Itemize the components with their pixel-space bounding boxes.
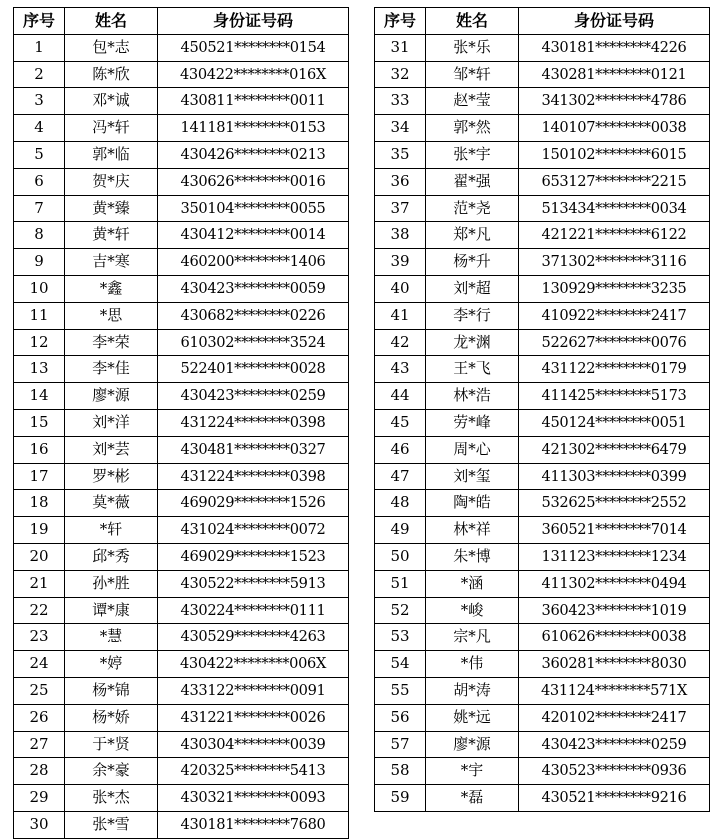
id-number-cell: 430412********0014 — [158, 222, 349, 249]
id-number-cell: 420325********5413 — [158, 758, 349, 785]
table-row — [375, 436, 710, 463]
id-number-cell: 522627********0076 — [519, 329, 710, 356]
table-row — [375, 195, 710, 222]
name-cell: 陶*皓 — [426, 490, 519, 517]
serial-number-cell: 17 — [14, 463, 65, 490]
name-cell: 龙*渊 — [426, 329, 519, 356]
name-cell: 莫*薇 — [65, 490, 158, 517]
name-cell: 贺*庆 — [65, 168, 158, 195]
serial-number-cell: 51 — [375, 570, 426, 597]
name-cell: 林*祥 — [426, 517, 519, 544]
table-row — [14, 115, 349, 142]
name-cell: 刘*芸 — [65, 436, 158, 463]
id-number-cell: 431024********0072 — [158, 517, 349, 544]
name-cell: 杨*娇 — [65, 704, 158, 731]
serial-number-cell: 34 — [375, 115, 426, 142]
id-number-cell: 469029********1523 — [158, 543, 349, 570]
roster-table-left — [13, 7, 349, 839]
name-cell: 张*宇 — [426, 141, 519, 168]
id-number-cell: 450521********0154 — [158, 34, 349, 61]
table-row — [375, 731, 710, 758]
name-cell: 郭*然 — [426, 115, 519, 142]
serial-number-cell: 58 — [375, 758, 426, 785]
serial-number-cell: 57 — [375, 731, 426, 758]
id-number-cell: 421302********6479 — [519, 436, 710, 463]
serial-number-cell: 29 — [14, 785, 65, 812]
header-row — [14, 8, 349, 35]
id-number-cell: 433122********0091 — [158, 677, 349, 704]
table-row — [14, 677, 349, 704]
table-row — [375, 275, 710, 302]
serial-number-cell: 18 — [14, 490, 65, 517]
name-cell: 张*乐 — [426, 34, 519, 61]
name-cell: *思 — [65, 302, 158, 329]
serial-number-cell: 26 — [14, 704, 65, 731]
header-serial-number: 序号 — [14, 8, 65, 35]
table-row — [14, 758, 349, 785]
serial-number-cell: 23 — [14, 624, 65, 651]
id-number-cell: 513434********0034 — [519, 195, 710, 222]
table-row — [14, 61, 349, 88]
serial-number-cell: 27 — [14, 731, 65, 758]
serial-number-cell: 42 — [375, 329, 426, 356]
id-number-cell: 430304********0039 — [158, 731, 349, 758]
serial-number-cell: 54 — [375, 651, 426, 678]
table-row — [14, 436, 349, 463]
id-number-cell: 360281********8030 — [519, 651, 710, 678]
serial-number-cell: 35 — [375, 141, 426, 168]
id-number-cell: 341302********4786 — [519, 88, 710, 115]
serial-number-cell: 10 — [14, 275, 65, 302]
serial-number-cell: 12 — [14, 329, 65, 356]
id-number-cell: 360423********1019 — [519, 597, 710, 624]
table-row — [375, 329, 710, 356]
name-cell: 于*贤 — [65, 731, 158, 758]
table-row — [375, 570, 710, 597]
id-number-cell: 430481********0327 — [158, 436, 349, 463]
name-cell: 邹*轩 — [426, 61, 519, 88]
name-cell: *伟 — [426, 651, 519, 678]
name-cell: *慧 — [65, 624, 158, 651]
table-row — [375, 624, 710, 651]
id-number-cell: 430529********4263 — [158, 624, 349, 651]
serial-number-cell: 8 — [14, 222, 65, 249]
id-number-cell: 431224********0398 — [158, 463, 349, 490]
serial-number-cell: 49 — [375, 517, 426, 544]
serial-number-cell: 24 — [14, 651, 65, 678]
table-row — [14, 168, 349, 195]
roster-table-right — [374, 7, 710, 812]
serial-number-cell: 21 — [14, 570, 65, 597]
serial-number-cell: 39 — [375, 249, 426, 276]
table-row — [375, 141, 710, 168]
serial-number-cell: 25 — [14, 677, 65, 704]
table-row — [14, 490, 349, 517]
table-row — [375, 704, 710, 731]
table-row — [375, 356, 710, 383]
id-number-cell: 421221********6122 — [519, 222, 710, 249]
name-cell: 陈*欣 — [65, 61, 158, 88]
id-number-cell: 350104********0055 — [158, 195, 349, 222]
serial-number-cell: 45 — [375, 409, 426, 436]
serial-number-cell: 53 — [375, 624, 426, 651]
name-cell: 王*飞 — [426, 356, 519, 383]
table-row — [14, 302, 349, 329]
serial-number-cell: 20 — [14, 543, 65, 570]
name-cell: 宗*凡 — [426, 624, 519, 651]
serial-number-cell: 55 — [375, 677, 426, 704]
serial-number-cell: 5 — [14, 141, 65, 168]
table-body-right — [375, 34, 710, 811]
table-row — [375, 383, 710, 410]
table-row — [375, 409, 710, 436]
table-row — [14, 141, 349, 168]
table-row — [14, 383, 349, 410]
name-cell: 吉*寒 — [65, 249, 158, 276]
table-row — [14, 195, 349, 222]
serial-number-cell: 32 — [375, 61, 426, 88]
serial-number-cell: 15 — [14, 409, 65, 436]
table-row — [375, 758, 710, 785]
table-row — [375, 115, 710, 142]
id-number-cell: 610626********0038 — [519, 624, 710, 651]
table-row — [14, 329, 349, 356]
id-number-cell: 360521********7014 — [519, 517, 710, 544]
table-row — [375, 249, 710, 276]
name-cell: 姚*远 — [426, 704, 519, 731]
id-number-cell: 431224********0398 — [158, 409, 349, 436]
table-row — [14, 811, 349, 838]
name-cell: 邱*秀 — [65, 543, 158, 570]
table-row — [375, 517, 710, 544]
id-number-cell: 371302********3116 — [519, 249, 710, 276]
table-row — [375, 463, 710, 490]
name-cell: 刘*洋 — [65, 409, 158, 436]
id-number-cell: 411425********5173 — [519, 383, 710, 410]
table-row — [375, 61, 710, 88]
serial-number-cell: 36 — [375, 168, 426, 195]
serial-number-cell: 22 — [14, 597, 65, 624]
id-number-cell: 430422********016X — [158, 61, 349, 88]
table-row — [375, 651, 710, 678]
header-id-number: 身份证号码 — [158, 8, 349, 35]
id-number-cell: 430181********7680 — [158, 811, 349, 838]
serial-number-cell: 44 — [375, 383, 426, 410]
name-cell: *峻 — [426, 597, 519, 624]
name-cell: *鑫 — [65, 275, 158, 302]
id-number-cell: 522401********0028 — [158, 356, 349, 383]
serial-number-cell: 9 — [14, 249, 65, 276]
serial-number-cell: 59 — [375, 785, 426, 812]
id-number-cell: 430523********0936 — [519, 758, 710, 785]
id-number-cell: 653127********2215 — [519, 168, 710, 195]
header-serial-number: 序号 — [375, 8, 426, 35]
table-row — [375, 88, 710, 115]
serial-number-cell: 37 — [375, 195, 426, 222]
id-number-cell: 430321********0093 — [158, 785, 349, 812]
serial-number-cell: 4 — [14, 115, 65, 142]
table-row — [14, 785, 349, 812]
header-id-number: 身份证号码 — [519, 8, 710, 35]
id-number-cell: 431221********0026 — [158, 704, 349, 731]
serial-number-cell: 47 — [375, 463, 426, 490]
name-cell: 翟*强 — [426, 168, 519, 195]
table-row — [14, 356, 349, 383]
table-row — [375, 168, 710, 195]
table-row — [375, 543, 710, 570]
serial-number-cell: 7 — [14, 195, 65, 222]
name-cell: *磊 — [426, 785, 519, 812]
name-cell: 胡*涛 — [426, 677, 519, 704]
name-cell: 孙*胜 — [65, 570, 158, 597]
serial-number-cell: 52 — [375, 597, 426, 624]
table-row — [14, 88, 349, 115]
id-number-cell: 140107********0038 — [519, 115, 710, 142]
table-row — [375, 597, 710, 624]
serial-number-cell: 1 — [14, 34, 65, 61]
name-cell: 廖*源 — [426, 731, 519, 758]
id-number-cell: 141181********0153 — [158, 115, 349, 142]
id-number-cell: 411303********0399 — [519, 463, 710, 490]
table-row — [14, 517, 349, 544]
name-cell: 李*荣 — [65, 329, 158, 356]
table-row — [14, 651, 349, 678]
name-cell: 包*志 — [65, 34, 158, 61]
serial-number-cell: 6 — [14, 168, 65, 195]
id-number-cell: 430181********4226 — [519, 34, 710, 61]
name-cell: 黄*臻 — [65, 195, 158, 222]
table-row — [14, 409, 349, 436]
name-cell: 黄*轩 — [65, 222, 158, 249]
name-cell: 罗*彬 — [65, 463, 158, 490]
id-number-cell: 469029********1526 — [158, 490, 349, 517]
name-cell: 廖*源 — [65, 383, 158, 410]
name-cell: *宇 — [426, 758, 519, 785]
table-row — [14, 249, 349, 276]
serial-number-cell: 14 — [14, 383, 65, 410]
table-row — [14, 731, 349, 758]
id-number-cell: 430682********0226 — [158, 302, 349, 329]
name-cell: 刘*超 — [426, 275, 519, 302]
id-number-cell: 610302********3524 — [158, 329, 349, 356]
serial-number-cell: 38 — [375, 222, 426, 249]
id-number-cell: 410922********2417 — [519, 302, 710, 329]
table-row — [14, 222, 349, 249]
id-number-cell: 430521********9216 — [519, 785, 710, 812]
serial-number-cell: 40 — [375, 275, 426, 302]
name-cell: 谭*康 — [65, 597, 158, 624]
name-cell: 杨*升 — [426, 249, 519, 276]
name-cell: 劳*峰 — [426, 409, 519, 436]
name-cell: 张*雪 — [65, 811, 158, 838]
table-row — [14, 543, 349, 570]
id-number-cell: 431124********571X — [519, 677, 710, 704]
serial-number-cell: 50 — [375, 543, 426, 570]
name-cell: *涵 — [426, 570, 519, 597]
id-number-cell: 430423********0259 — [519, 731, 710, 758]
name-cell: 赵*莹 — [426, 88, 519, 115]
table-row — [14, 34, 349, 61]
id-number-cell: 411302********0494 — [519, 570, 710, 597]
serial-number-cell: 48 — [375, 490, 426, 517]
name-cell: *轩 — [65, 517, 158, 544]
serial-number-cell: 31 — [375, 34, 426, 61]
name-cell: 邓*诚 — [65, 88, 158, 115]
serial-number-cell: 16 — [14, 436, 65, 463]
id-number-cell: 420102********2417 — [519, 704, 710, 731]
name-cell: 张*杰 — [65, 785, 158, 812]
id-number-cell: 150102********6015 — [519, 141, 710, 168]
name-cell: 杨*锦 — [65, 677, 158, 704]
id-number-cell: 430626********0016 — [158, 168, 349, 195]
id-number-cell: 130929********3235 — [519, 275, 710, 302]
id-number-cell: 450124********0051 — [519, 409, 710, 436]
name-cell: 周*心 — [426, 436, 519, 463]
table-row — [14, 704, 349, 731]
id-number-cell: 532625********2552 — [519, 490, 710, 517]
serial-number-cell: 33 — [375, 88, 426, 115]
serial-number-cell: 11 — [14, 302, 65, 329]
serial-number-cell: 56 — [375, 704, 426, 731]
name-cell: 范*尧 — [426, 195, 519, 222]
name-cell: *婷 — [65, 651, 158, 678]
id-number-cell: 460200********1406 — [158, 249, 349, 276]
table-row — [14, 624, 349, 651]
table-row — [375, 677, 710, 704]
header-name: 姓名 — [426, 8, 519, 35]
table-row — [14, 570, 349, 597]
id-number-cell: 430426********0213 — [158, 141, 349, 168]
id-number-cell: 430522********5913 — [158, 570, 349, 597]
name-cell: 郭*临 — [65, 141, 158, 168]
table-row — [375, 222, 710, 249]
id-number-cell: 430423********0259 — [158, 383, 349, 410]
table-row — [375, 785, 710, 812]
serial-number-cell: 19 — [14, 517, 65, 544]
serial-number-cell: 3 — [14, 88, 65, 115]
name-cell: 余*豪 — [65, 758, 158, 785]
header-name: 姓名 — [65, 8, 158, 35]
id-number-cell: 430422********006X — [158, 651, 349, 678]
header-row — [375, 8, 710, 35]
name-cell: 李*行 — [426, 302, 519, 329]
name-cell: 朱*博 — [426, 543, 519, 570]
name-cell: 林*浩 — [426, 383, 519, 410]
serial-number-cell: 2 — [14, 61, 65, 88]
id-number-cell: 431122********0179 — [519, 356, 710, 383]
id-number-cell: 430811********0011 — [158, 88, 349, 115]
name-cell: 李*佳 — [65, 356, 158, 383]
id-number-cell: 430423********0059 — [158, 275, 349, 302]
serial-number-cell: 46 — [375, 436, 426, 463]
serial-number-cell: 41 — [375, 302, 426, 329]
id-number-cell: 430281********0121 — [519, 61, 710, 88]
serial-number-cell: 28 — [14, 758, 65, 785]
table-body-left — [14, 34, 349, 838]
table-row — [14, 463, 349, 490]
table-row — [375, 302, 710, 329]
serial-number-cell: 13 — [14, 356, 65, 383]
name-cell: 郑*凡 — [426, 222, 519, 249]
table-row — [375, 34, 710, 61]
table-row — [375, 490, 710, 517]
name-cell: 冯*轩 — [65, 115, 158, 142]
serial-number-cell: 43 — [375, 356, 426, 383]
id-number-cell: 131123********1234 — [519, 543, 710, 570]
table-row — [14, 597, 349, 624]
id-number-cell: 430224********0111 — [158, 597, 349, 624]
table-row — [14, 275, 349, 302]
serial-number-cell: 30 — [14, 811, 65, 838]
name-cell: 刘*玺 — [426, 463, 519, 490]
